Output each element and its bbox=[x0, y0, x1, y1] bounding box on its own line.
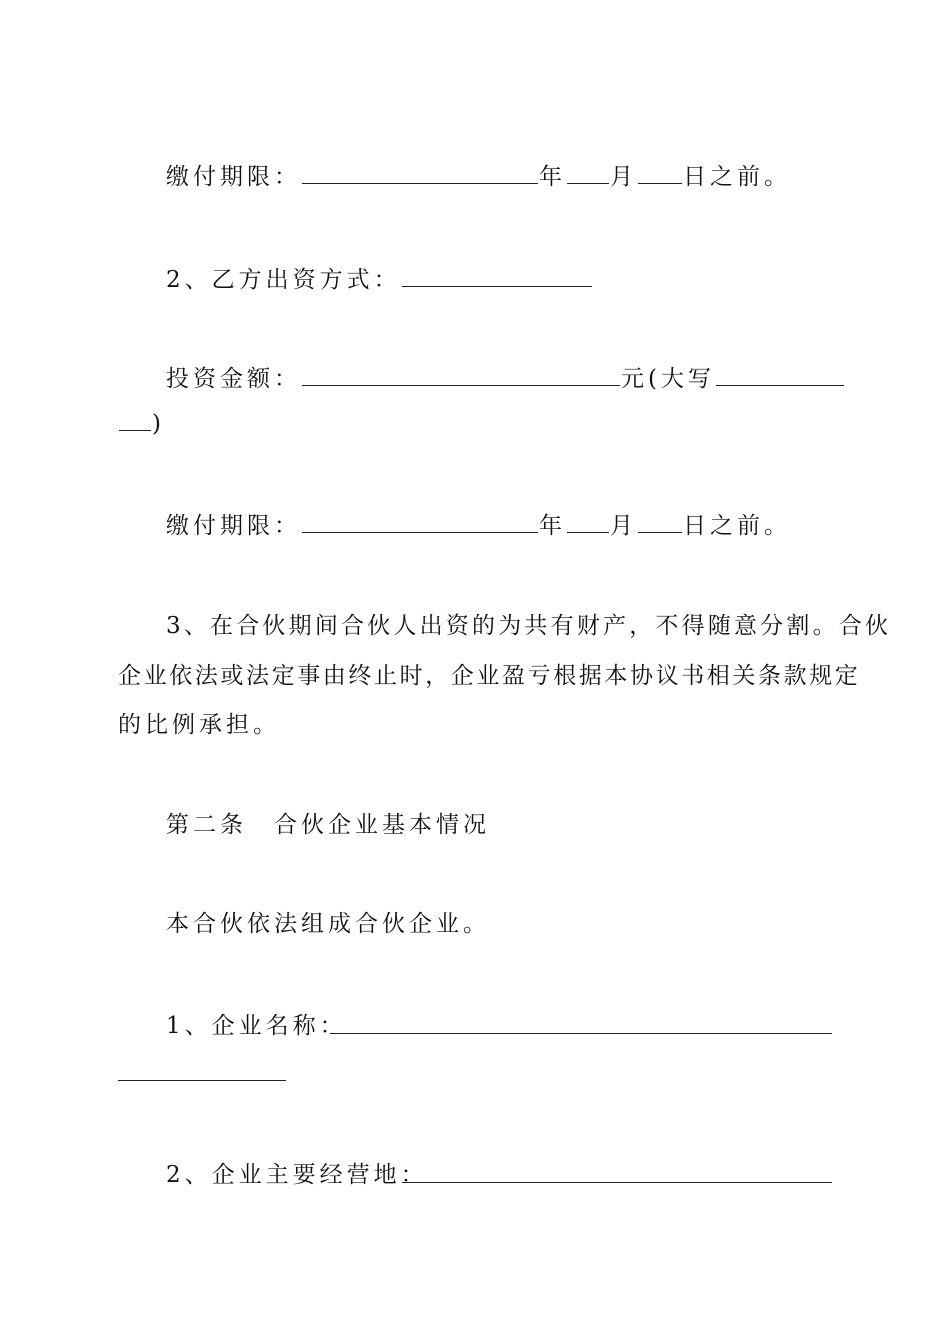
day-label: 日之前。 bbox=[683, 164, 791, 190]
payment-deadline-line-1 bbox=[166, 162, 791, 192]
clause-3-line-3: 的比例承担。 bbox=[118, 712, 280, 738]
blank-field[interactable] bbox=[119, 411, 151, 431]
blank-field[interactable] bbox=[402, 267, 592, 287]
contribution-method-label: 2、乙方出资方式： bbox=[166, 267, 401, 293]
enterprise-name-blank-cont[interactable] bbox=[118, 1080, 286, 1081]
blank-field[interactable] bbox=[302, 164, 538, 184]
blank-field[interactable] bbox=[638, 164, 682, 184]
clause-3-line-1: 3、在合伙期间合伙人出资的为共有财产，不得随意分割。合伙 bbox=[166, 613, 892, 639]
investment-amount-label: 投资金额： bbox=[166, 366, 301, 392]
enterprise-name-blank[interactable] bbox=[330, 1033, 832, 1034]
blank-field[interactable] bbox=[716, 366, 844, 386]
investment-amount-line-cont bbox=[118, 409, 165, 439]
enterprise-name-label: 1、企业名称： bbox=[166, 1013, 347, 1039]
main-business-location-blank[interactable] bbox=[402, 1182, 832, 1183]
month-label: 月 bbox=[610, 164, 637, 190]
enterprise-name-line bbox=[166, 1011, 347, 1041]
month-label: 月 bbox=[610, 513, 637, 539]
main-business-location-line bbox=[166, 1160, 428, 1190]
blank-field[interactable] bbox=[302, 366, 620, 386]
payment-deadline-line-2 bbox=[166, 511, 791, 541]
year-label: 年 bbox=[539, 164, 566, 190]
payment-deadline-label: 缴付期限： bbox=[166, 513, 301, 539]
blank-field[interactable] bbox=[302, 513, 538, 533]
close-paren: ) bbox=[152, 411, 165, 437]
day-label: 日之前。 bbox=[683, 513, 791, 539]
party-b-contribution-method-line bbox=[166, 265, 593, 295]
blank-field[interactable] bbox=[638, 513, 682, 533]
year-label: 年 bbox=[539, 513, 566, 539]
article-2-heading: 第二条 合伙企业基本情况 bbox=[166, 812, 490, 838]
blank-field[interactable] bbox=[567, 164, 609, 184]
partnership-formation-text: 本合伙依法组成合伙企业。 bbox=[166, 911, 490, 937]
clause-3-line-2: 企业依法或法定事由终止时，企业盈亏根据本协议书相关条款规定 bbox=[118, 663, 861, 689]
main-business-location-label: 2、企业主要经营地： bbox=[166, 1162, 428, 1188]
yuan-uppercase-label: 元(大写 bbox=[621, 366, 715, 392]
investment-amount-line bbox=[166, 364, 845, 394]
blank-field[interactable] bbox=[567, 513, 609, 533]
payment-deadline-label: 缴付期限： bbox=[166, 164, 301, 190]
